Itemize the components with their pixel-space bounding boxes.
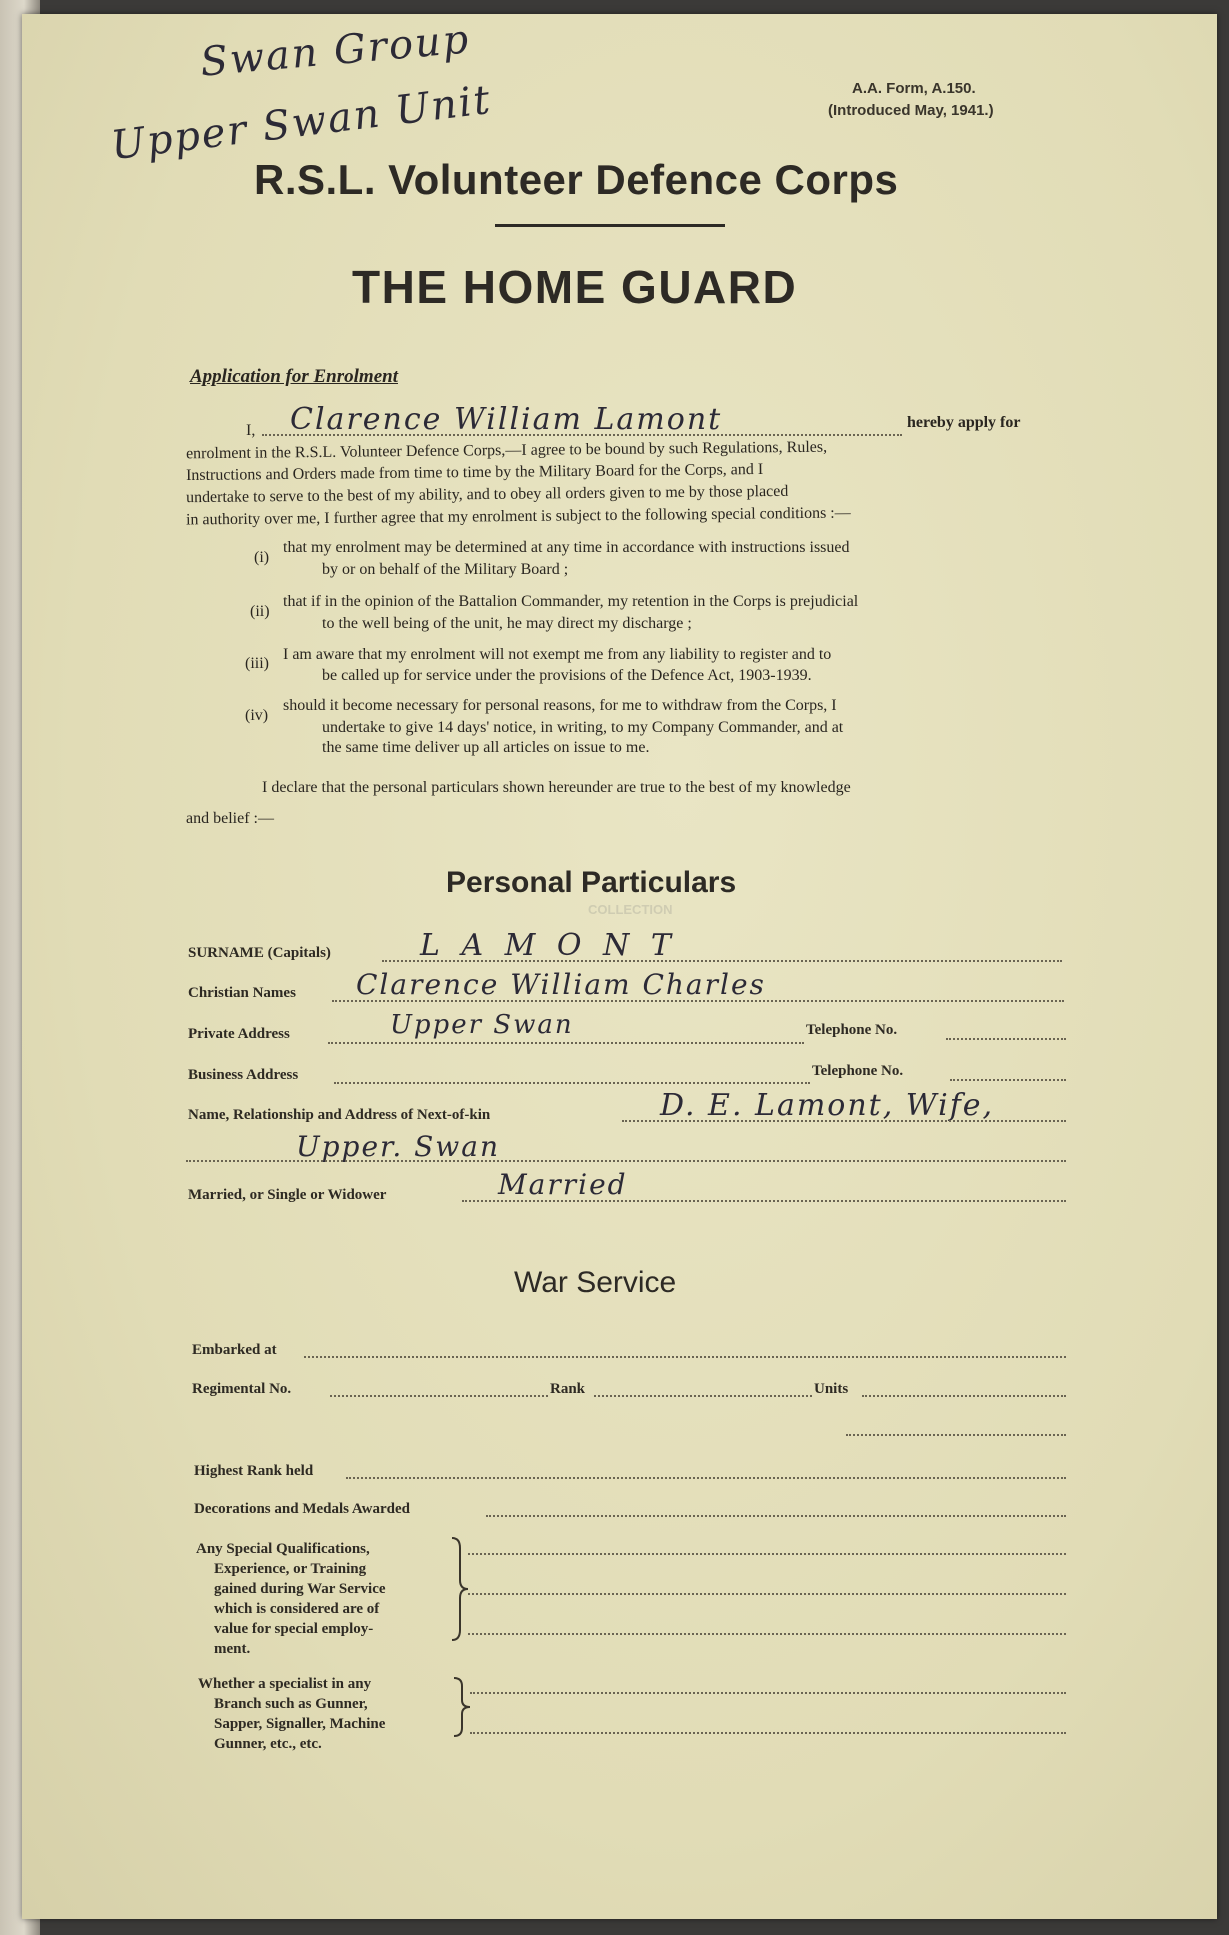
business-telephone-line [950, 1079, 1066, 1081]
units-label: Units [814, 1381, 849, 1397]
decorations-label: Decorations and Medals Awarded [194, 1501, 410, 1517]
condition-num: (iii) [245, 655, 269, 672]
marital-status-value: Married [498, 1168, 628, 1201]
qualifications-line [468, 1593, 1066, 1595]
private-address-value: Upper Swan [390, 1010, 574, 1040]
condition-text: be called up for service under the provisions of the Defence Act, 1903-1939. [322, 667, 812, 684]
highest-rank-label: Highest Rank held [194, 1463, 314, 1479]
paragraph-line: undertake to serve to the best of my ability, and to obey all orders given to me by those placed [185, 482, 789, 507]
embarked-label: Embarked at [192, 1342, 277, 1358]
paragraph-line: Instructions and Orders made from time to time by the Military Board for the Corps, and I [185, 460, 764, 485]
highest-rank-line [346, 1477, 1066, 1479]
title-rule [495, 224, 725, 227]
christian-names-line [332, 1000, 1064, 1002]
surname-label: SURNAME (Capitals) [188, 945, 331, 961]
marital-status-label: Married, or Single or Widower [188, 1187, 387, 1203]
condition-text: the same time deliver up all articles on issue to me. [322, 739, 650, 756]
christian-names-value: Clarence William Charles [356, 968, 766, 1001]
private-address-line [328, 1042, 804, 1044]
war-service-heading: War Service [514, 1266, 677, 1299]
condition-text: that if in the opinion of the Battalion Commander, my retention in the Corps is prejudicial [283, 593, 859, 610]
page-title: R.S.L. Volunteer Defence Corps [254, 156, 899, 203]
paragraph-line: in authority over me, I further agree that my enrolment is subject to the following special conditions :— [185, 504, 851, 529]
condition-text: by or on behalf of the Military Board ; [322, 561, 569, 578]
specialist-brace-icon [450, 1676, 472, 1738]
units-line-2 [846, 1434, 1066, 1436]
condition-num: (ii) [250, 603, 270, 620]
condition-text: undertake to give 14 days' notice, in writing, to my Company Commander, and at [322, 719, 844, 736]
next-of-kin-value: D. E. Lamont, Wife, [660, 1088, 995, 1123]
business-address-line [334, 1082, 810, 1084]
applicant-name: Clarence William Lamont [290, 402, 723, 437]
application-heading: Application for Enrolment [190, 366, 398, 387]
specialist-label: Whether a specialist in any [198, 1676, 372, 1692]
paragraph-line: enrolment in the R.S.L. Volunteer Defence Corps,—I agree to be bound by such Regulations, Rules, [185, 438, 828, 463]
condition-text: that my enrolment may be determined at any time in accordance with instructions issued [283, 539, 850, 556]
marital-status-line [462, 1200, 1066, 1202]
condition-text: I am aware that my enrolment will not exempt me from any liability to register and to [283, 646, 832, 663]
form-introduced: (Introduced May, 1941.) [828, 102, 994, 119]
private-address-label: Private Address [188, 1026, 290, 1042]
specialist-label: Sapper, Signaller, Machine [214, 1716, 386, 1732]
decorations-line [486, 1515, 1066, 1517]
rank-label: Rank [550, 1381, 586, 1397]
applicant-name-line [262, 434, 902, 436]
condition-text: should it become necessary for personal reasons, for me to withdraw from the Corps, I [283, 697, 837, 714]
surname-value: L A M O N T [420, 928, 677, 963]
declaration-line: I declare that the personal particulars shown hereunder are true to the best of my knowledge [262, 779, 851, 796]
special-qualifications-label: gained during War Service [214, 1581, 386, 1597]
regimental-no-line [330, 1395, 548, 1397]
specialist-line [470, 1692, 1066, 1694]
qualifications-line [468, 1633, 1066, 1635]
regimental-no-label: Regimental No. [192, 1381, 292, 1397]
specialist-label: Branch such as Gunner, [214, 1696, 368, 1712]
applicant-prefix: I, [246, 422, 256, 439]
surname-line [382, 960, 1062, 962]
next-of-kin-address: Upper. Swan [296, 1130, 500, 1163]
special-qualifications-label: value for special employ- [214, 1621, 374, 1637]
units-line [862, 1395, 1066, 1397]
personal-particulars-heading: Personal Particulars [446, 866, 737, 899]
special-qualifications-label: Experience, or Training [214, 1561, 367, 1577]
business-address-label: Business Address [188, 1067, 299, 1083]
next-of-kin-line-2 [186, 1160, 1066, 1162]
special-qualifications-label: ment. [214, 1641, 251, 1657]
telephone-label: Telephone No. [806, 1022, 898, 1038]
collection-watermark: COLLECTION [588, 902, 673, 917]
page-subtitle: THE HOME GUARD [352, 261, 798, 313]
embarked-line [304, 1356, 1066, 1358]
condition-num: (iv) [245, 707, 269, 724]
business-telephone-label: Telephone No. [812, 1063, 904, 1079]
specialist-line [470, 1732, 1066, 1734]
condition-text: to the well being of the unit, he may direct my discharge ; [322, 615, 692, 632]
next-of-kin-label: Name, Relationship and Address of Next-of-kin [188, 1107, 491, 1123]
special-qualifications-label: which is considered are of [214, 1601, 380, 1617]
handwritten-group: Swan Group [198, 16, 472, 86]
qualifications-line [468, 1553, 1066, 1555]
qualifications-brace-icon [448, 1536, 470, 1642]
special-qualifications-label: Any Special Qualifications, [196, 1541, 370, 1557]
handwritten-unit: Upper Swan Unit [108, 76, 495, 170]
apply-suffix: hereby apply for [907, 414, 1021, 431]
telephone-line [946, 1038, 1066, 1040]
declaration-line: and belief :— [186, 810, 274, 827]
christian-names-label: Christian Names [188, 985, 296, 1001]
specialist-label: Gunner, etc., etc. [214, 1736, 322, 1752]
form-number: A.A. Form, A.150. [852, 80, 976, 97]
condition-num: (i) [254, 549, 270, 566]
next-of-kin-line [622, 1120, 1066, 1122]
rank-line [594, 1395, 812, 1397]
